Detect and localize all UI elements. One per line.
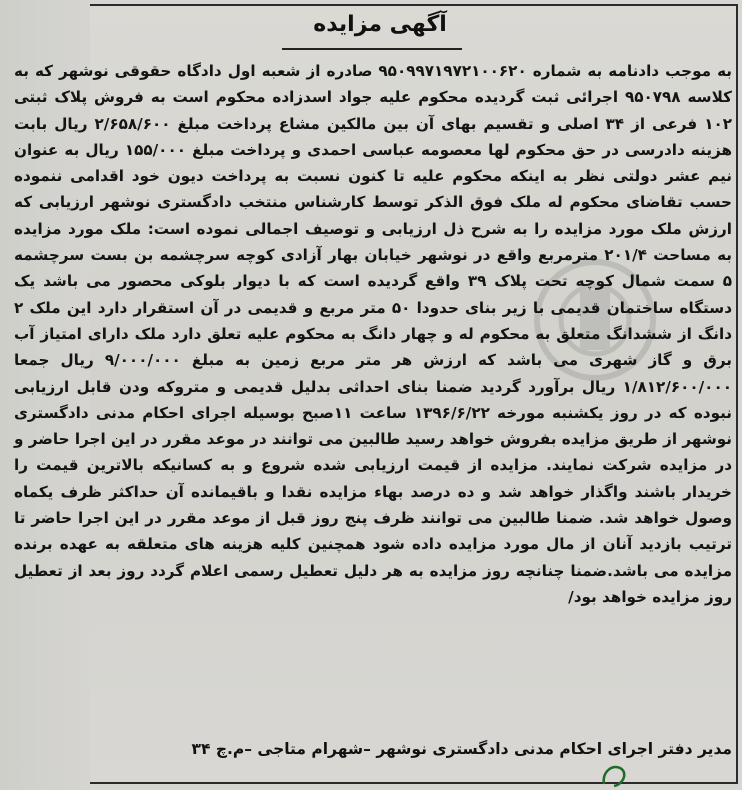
- notice-signature: مدیر دفتر اجرای احکام مدنی دادگستری نوشهر –شهرام متاجی –م.چ ۳۴: [191, 740, 732, 758]
- notice-body: به موجب دادنامه به شماره ۹۵۰۹۹۷۱۹۷۲۱۰۰۶۲۰ صادره از شعبه اول دادگاه حقوقی نوشهر که به کلاسه ۹۵۰۷۹۸ اجرائی ثبت گردیده محکوم علیه جواد اسدزاده محکوم است به فروش پلاک ثبتی ۱۰۲ فرعی از ۳۴ اصلی و تقسیم بهای آن بین مالکین مشاع پرداخت مبلغ ۲/۶۵۸/۶۰۰ ریال بابت هزینه دادرسی در حق محکوم لها معصومه عباسی احمدی و پرداخت مبلغ ۱۵۵/۰۰۰ ریال به عنوان نیم عشر دولتی نظر به اینکه محکوم علیه تا کنون نسبت به پرداخت دیون خود اقدامی ننموده حسب تقاضای محکوم له ملک فوق الذکر توسط کارشناس منتخب دادگستری نوشهر ارزیابی که ارزش ملک مورد مزایده را به شرح ذل ارزیابی و توصیف اجمالی نموده است: ملک مورد مزایده به مساحت ۲۰۱/۴ مترمربع واقع در نوشهر خیابان بهار آزادی کوچه سرچشمه بن بست سرچشمه ۵ سمت شمال کوچه تحت پلاک ۳۹ واقع گردیده است که با دیوار بلوکی محصور می باشد یک دستگاه ساختمان قدیمی با زیر بنای حدودا ۵۰ متر مربع و قدیمی در آن استقرار دارد این ملک ۲ دانگ از ششدانگ متعلق به محکوم له و چهار دانگ به محکوم علیه تعلق دارد ملک دارای امتیاز آب برق و گاز شهری می باشد که ارزش هر متر مربع زمین به مبلغ ۹/۰۰۰/۰۰۰ ریال جمعا ۱/۸۱۲/۶۰۰/۰۰۰ ریال برآورد گردید ضمنا بنای احداثی بدلیل قدیمی و متروکه ودن قابل ارزیابی نبوده که در روز یکشنبه مورخه ۱۳۹۶/۶/۲۲ ساعت ۱۱صبح بوسیله اجرای احکام مدنی دادگستری نوشهر از طریق مزایده بفروش خواهد رسید طالبین می توانند در موعد مقرر در این اجرا حاضر و در مزایده شرکت نمایند. مزایده از قیمت ارزیابی شده شروع و به کسانیکه بالاترین قیمت را خریدار باشند واگذار خواهد شد و ده درصد بهاء مزایده نقدا و باقیمانده آن حداکثر ظرف یکماه وصول خواهد شد. ضمنا طالبین می توانند ظرف پنج روز قبل از موعد مقرر در این اجرا حاضر تا ترتیب بازدید آنان از مال مورد مزایده داده شود همچنین کلیه هزینه های متعلقه به عهده برنده مزایده می باشد.ضمنا چنانچه روز مزایده به هر دلیل تعطیل رسمی اعلام گردد روز بعد از تعطیل روز مزایده خواهد بود/: [14, 62, 732, 606]
- title-underline: [282, 48, 462, 50]
- notice-title: آگهی مزایده: [313, 12, 447, 37]
- stamp-mark: [598, 760, 630, 790]
